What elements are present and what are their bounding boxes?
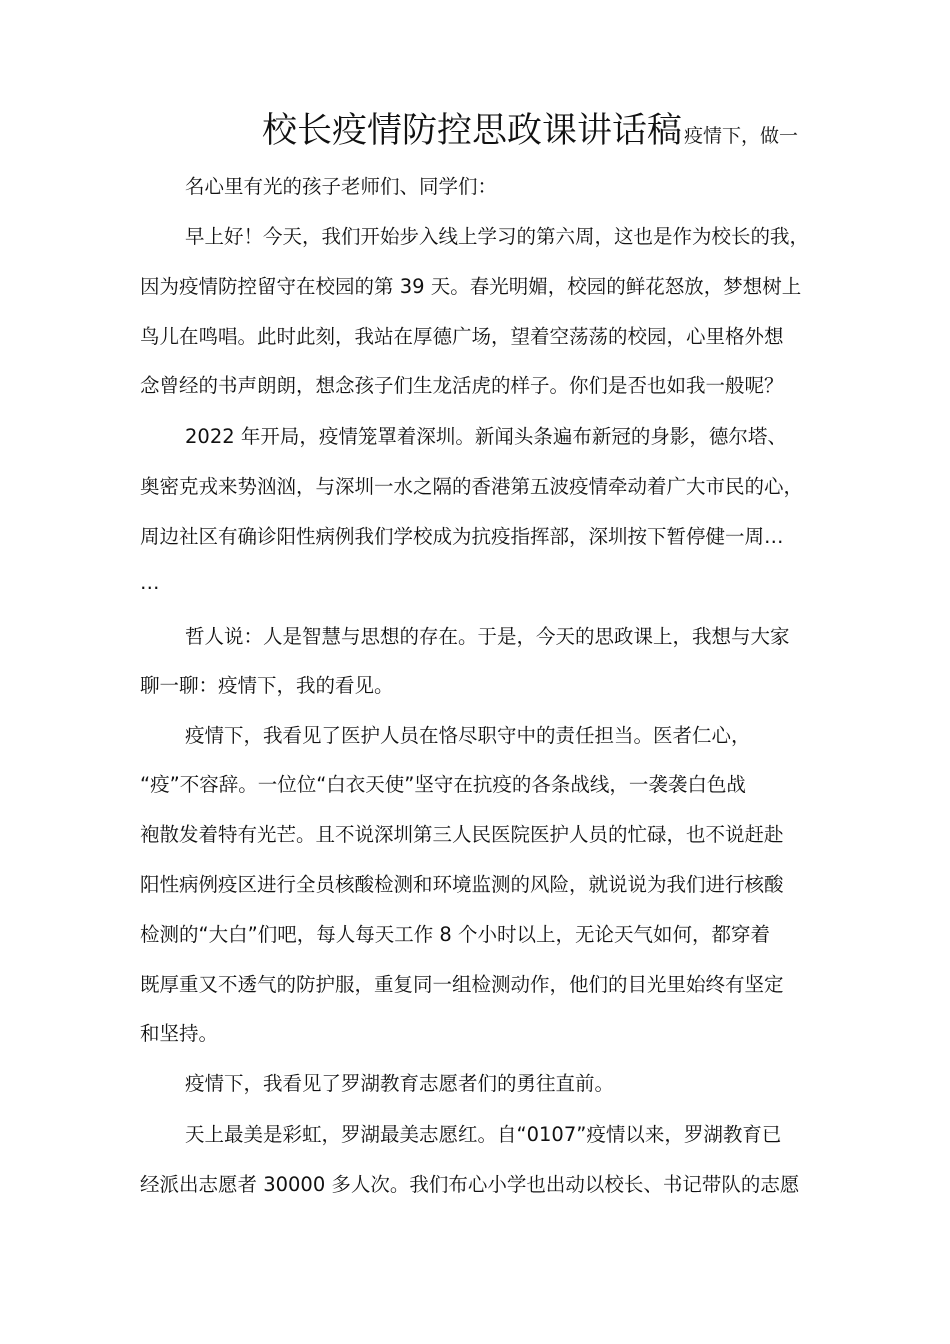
text-line: 哲人说：人是智慧与思想的存在。于是，今天的思政课上，我想与大家	[185, 625, 790, 648]
text-line: 念曾经的书声朗朗，想念孩子们生龙活虎的样子。你们是否也如我一般呢？	[140, 374, 784, 397]
text-line: 早上好！今天，我们开始步入线上学习的第六周，这也是作为校长的我，	[185, 225, 810, 248]
title-main: 校长疫情防控思政课讲话稿	[262, 111, 683, 151]
text-line: “疫”不容辞。一位位“白衣天使”坚守在抗疫的各条战线，一袭袭白色战	[140, 773, 746, 796]
text-line: 鸟儿在鸣唱。此时此刻，我站在厚德广场，望着空荡荡的校园，心里格外想	[140, 325, 784, 348]
text-line: 袍散发着特有光芒。且不说深圳第三人民医院医护人员的忙碌，也不说赶赴	[140, 823, 784, 846]
text-line: …	[140, 571, 160, 594]
text-line: 奥密克戎来势汹汹，与深圳一水之隔的香港第五波疫情牵动着广大市民的心，	[140, 475, 804, 498]
document-title	[262, 103, 798, 153]
title-tail: 疫情下，做一	[684, 125, 799, 147]
text-line: 因为疫情防控留守在校园的第 39 天。春光明媚，校园的鲜花怒放，梦想树上	[140, 275, 802, 298]
text-line: 和坚持。	[140, 1022, 219, 1045]
text-line: 2022 年开局，疫情笼罩着深圳。新闻头条遍布新冠的身影，德尔塔、	[185, 425, 787, 448]
text-line: 天上最美是彩虹，罗湖最美志愿红。自“0107”疫情以来，罗湖教育已	[185, 1123, 782, 1146]
text-line: 聊一聊：疫情下，我的看见。	[140, 674, 394, 697]
text-line: 既厚重又不透气的防护服，重复同一组检测动作，他们的目光里始终有坚定	[140, 973, 784, 996]
text-line: 经派出志愿者 30000 多人次。我们布心小学也出动以校长、书记带队的志愿	[140, 1173, 800, 1196]
text-line: 周边社区有确诊阳性病例我们学校成为抗疫指挥部，深圳按下暂停健一周…	[140, 525, 784, 548]
text-line: 名心里有光的孩子老师们、同学们：	[185, 175, 498, 198]
text-line: 疫情下，我看见了医护人员在恪尽职守中的责任担当。医者仁心，	[185, 724, 751, 747]
text-line: 阳性病例疫区进行全员核酸检测和环境监测的风险，就说说为我们进行核酸	[140, 873, 784, 896]
text-line: 检测的“大白”们吧，每人每天工作 8 个小时以上，无论天气如何，都穿着	[140, 923, 771, 946]
text-line: 疫情下，我看见了罗湖教育志愿者们的勇往直前。	[185, 1072, 615, 1095]
